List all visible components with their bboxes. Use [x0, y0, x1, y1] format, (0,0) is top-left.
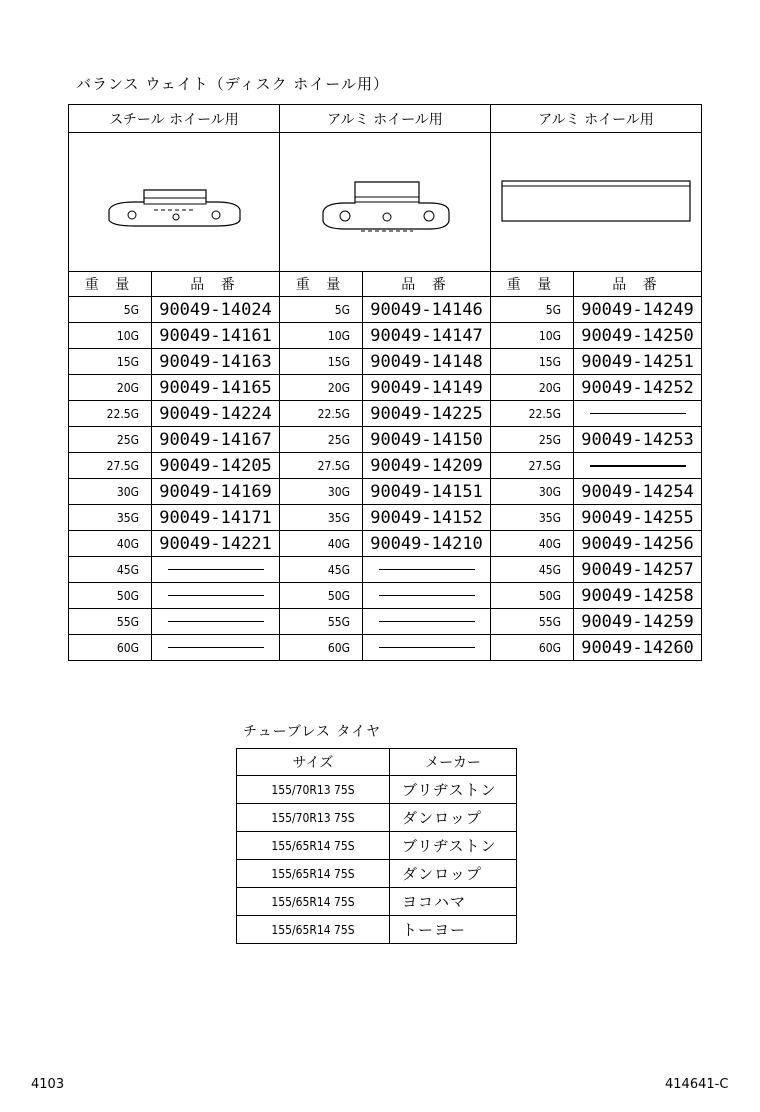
tire-maker-cell: ヨコハマ: [390, 888, 517, 916]
balance-weight-table: [68, 104, 702, 661]
weight-cell: 15G: [69, 349, 152, 375]
footer-page-number: 4103: [31, 1077, 65, 1092]
weight-cell: 30G: [491, 479, 574, 505]
tires-title: チューブレス タイヤ: [243, 724, 382, 740]
tire-maker-cell: トーヨー: [390, 916, 517, 944]
table-row: [69, 375, 702, 401]
tire-maker-cell: ブリヂストン: [390, 832, 517, 860]
table-row: [69, 323, 702, 349]
part-number-cell: 90049-14161: [152, 323, 280, 349]
part-number-cell: 90049-14150: [363, 427, 491, 453]
table-row: [69, 531, 702, 557]
table-row: [69, 505, 702, 531]
weight-cell: 27.5G: [491, 453, 574, 479]
weight-cell: 15G: [280, 349, 363, 375]
tire-maker-cell: ブリヂストン: [390, 776, 517, 804]
part-number-cell: 90049-14024: [152, 297, 280, 323]
part-number-cell: 90049-14259: [574, 609, 702, 635]
weight-cell: 60G: [491, 635, 574, 661]
part-number-cell: 90049-14147: [363, 323, 491, 349]
weight-cell: 55G: [69, 609, 152, 635]
part-number-cell: [363, 583, 491, 609]
part-number-cell: 90049-14209: [363, 453, 491, 479]
alu-wheel-weight-illustration-1: [280, 133, 491, 272]
weight-cell: 30G: [280, 479, 363, 505]
section-header-steel: スチール ホイール用: [69, 105, 280, 133]
weight-cell: 10G: [280, 323, 363, 349]
weight-cell: 35G: [69, 505, 152, 531]
weight-cell: 40G: [69, 531, 152, 557]
part-number-cell: [574, 453, 702, 479]
not-available-dash: [379, 595, 475, 596]
weight-cell: 10G: [69, 323, 152, 349]
not-available-dash: [379, 569, 475, 570]
not-available-dash: [590, 465, 686, 467]
alu-wheel-weight-illustration-2: [491, 133, 702, 272]
weight-cell: 60G: [280, 635, 363, 661]
part-number-cell: 90049-14163: [152, 349, 280, 375]
part-number-cell: 90049-14257: [574, 557, 702, 583]
part-number-cell: [363, 635, 491, 661]
weight-cell: 22.5G: [69, 401, 152, 427]
table-row: [69, 609, 702, 635]
section-header-alu-1: アルミ ホイール用: [280, 105, 491, 133]
part-number-cell: 90049-14260: [574, 635, 702, 661]
footer-figure-code: 414641-C: [665, 1077, 729, 1092]
part-number-cell: [152, 557, 280, 583]
col-part-steel: 品 番: [152, 272, 280, 297]
weight-cell: 15G: [491, 349, 574, 375]
weight-cell: 5G: [491, 297, 574, 323]
table-row: [69, 427, 702, 453]
weight-cell: 50G: [69, 583, 152, 609]
not-available-dash: [168, 647, 264, 648]
weight-cell: 40G: [491, 531, 574, 557]
part-number-cell: 90049-14251: [574, 349, 702, 375]
part-number-cell: 90049-14151: [363, 479, 491, 505]
not-available-dash: [379, 621, 475, 622]
tire-size-cell: 155/65R14 75S: [237, 832, 390, 860]
col-weight-alu-2: 重 量: [491, 272, 574, 297]
part-number-cell: 90049-14148: [363, 349, 491, 375]
weight-cell: 35G: [491, 505, 574, 531]
tire-size-cell: 155/70R13 75S: [237, 804, 390, 832]
part-number-cell: [363, 557, 491, 583]
part-number-cell: 90049-14224: [152, 401, 280, 427]
table-row: [69, 297, 702, 323]
tire-size-cell: 155/65R14 75S: [237, 888, 390, 916]
part-number-cell: 90049-14249: [574, 297, 702, 323]
part-number-cell: 90049-14149: [363, 375, 491, 401]
weight-cell: 20G: [69, 375, 152, 401]
part-number-cell: 90049-14254: [574, 479, 702, 505]
weight-cell: 27.5G: [280, 453, 363, 479]
part-number-cell: 90049-14252: [574, 375, 702, 401]
weight-cell: 50G: [491, 583, 574, 609]
weight-cell: 27.5G: [69, 453, 152, 479]
part-number-cell: 90049-14210: [363, 531, 491, 557]
table-row: [237, 860, 517, 888]
part-number-cell: 90049-14167: [152, 427, 280, 453]
table-row: [69, 557, 702, 583]
part-number-cell: 90049-14253: [574, 427, 702, 453]
weight-cell: 20G: [491, 375, 574, 401]
tire-maker-cell: ダンロップ: [390, 804, 517, 832]
tire-size-cell: 155/70R13 75S: [237, 776, 390, 804]
weight-cell: 10G: [491, 323, 574, 349]
part-number-cell: 90049-14165: [152, 375, 280, 401]
tire-size-cell: 155/65R14 75S: [237, 860, 390, 888]
part-number-cell: 90049-14250: [574, 323, 702, 349]
not-available-dash: [168, 621, 264, 622]
table-row: [237, 916, 517, 944]
not-available-dash: [379, 647, 475, 648]
col-part-alu-2: 品 番: [574, 272, 702, 297]
tire-maker-cell: ダンロップ: [390, 860, 517, 888]
weight-cell: 35G: [280, 505, 363, 531]
weight-cell: 45G: [69, 557, 152, 583]
weight-cell: 45G: [280, 557, 363, 583]
part-number-cell: [363, 609, 491, 635]
tubeless-tire-table: [236, 748, 517, 944]
col-weight-alu-1: 重 量: [280, 272, 363, 297]
not-available-dash: [168, 595, 264, 596]
weight-cell: 22.5G: [280, 401, 363, 427]
table-row: [237, 804, 517, 832]
col-maker: メーカー: [390, 749, 517, 776]
table-row: [69, 401, 702, 427]
weight-cell: 40G: [280, 531, 363, 557]
page-title: バランス ウェイト（ディスク ホイール用）: [76, 75, 389, 93]
not-available-dash: [168, 569, 264, 570]
part-number-cell: 90049-14205: [152, 453, 280, 479]
part-number-cell: [152, 583, 280, 609]
weight-cell: 5G: [280, 297, 363, 323]
table-row: [69, 635, 702, 661]
weight-cell: 60G: [69, 635, 152, 661]
table-row: [69, 479, 702, 505]
weight-cell: 25G: [491, 427, 574, 453]
weight-cell: 45G: [491, 557, 574, 583]
section-header-alu-2: アルミ ホイール用: [491, 105, 702, 133]
part-number-cell: [152, 609, 280, 635]
part-number-cell: 90049-14256: [574, 531, 702, 557]
tire-size-cell: 155/65R14 75S: [237, 916, 390, 944]
weight-cell: 30G: [69, 479, 152, 505]
part-number-cell: 90049-14171: [152, 505, 280, 531]
weight-cell: 55G: [280, 609, 363, 635]
table-row: [69, 349, 702, 375]
table-row: [69, 583, 702, 609]
part-number-cell: 90049-14255: [574, 505, 702, 531]
weight-cell: 5G: [69, 297, 152, 323]
part-number-cell: 90049-14225: [363, 401, 491, 427]
part-number-cell: [574, 401, 702, 427]
weight-cell: 22.5G: [491, 401, 574, 427]
steel-wheel-weight-illustration: [69, 133, 280, 272]
part-number-cell: 90049-14169: [152, 479, 280, 505]
part-number-cell: 90049-14146: [363, 297, 491, 323]
col-part-alu-1: 品 番: [363, 272, 491, 297]
table-row: [237, 776, 517, 804]
weight-cell: 25G: [280, 427, 363, 453]
part-number-cell: [152, 635, 280, 661]
table-row: [69, 453, 702, 479]
weight-cell: 20G: [280, 375, 363, 401]
weight-cell: 55G: [491, 609, 574, 635]
col-size: サイズ: [237, 749, 390, 776]
part-number-cell: 90049-14221: [152, 531, 280, 557]
weight-cell: 25G: [69, 427, 152, 453]
col-weight-steel: 重 量: [69, 272, 152, 297]
part-number-cell: 90049-14258: [574, 583, 702, 609]
table-row: [237, 832, 517, 860]
not-available-dash: [590, 413, 686, 414]
part-number-cell: 90049-14152: [363, 505, 491, 531]
table-row: [237, 888, 517, 916]
weight-cell: 50G: [280, 583, 363, 609]
